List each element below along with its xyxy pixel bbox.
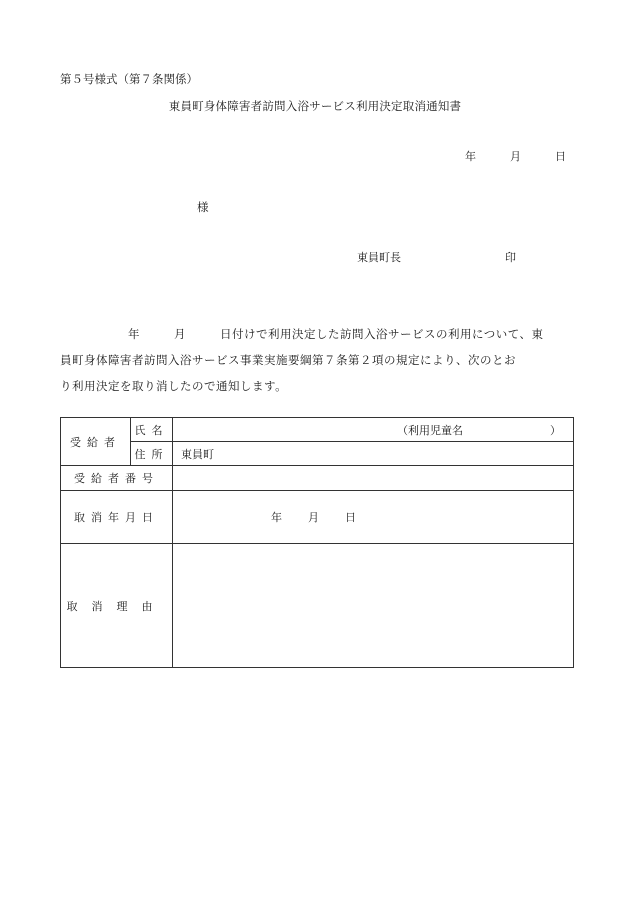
cancel-date-month: 月 <box>308 511 319 524</box>
recipient-number-label: 受給者番号 <box>61 466 173 491</box>
name-row <box>61 418 574 442</box>
cancel-date-field[interactable] <box>173 491 574 544</box>
name-note-close: ） <box>550 423 561 437</box>
name-note-open: （利用児童名 <box>397 423 463 437</box>
body-line-3: り利用決定を取り消したので通知します。 <box>60 379 288 393</box>
body-line-1 <box>60 321 573 347</box>
cancel-date-row <box>61 491 574 544</box>
form-number: 第５号様式（第７条関係） <box>60 72 198 86</box>
body-date-year: 年 <box>128 327 140 341</box>
recipient-label: 受給者 <box>61 418 131 466</box>
address-label: 住所 <box>131 442 173 466</box>
name-label: 氏名 <box>131 418 173 442</box>
body-line-2: 員町身体障害者訪問入浴サービス事業実施要綱第７条第２項の規定により、次のとお <box>60 353 516 367</box>
date-month-label: 月 <box>510 150 521 163</box>
address-row <box>61 442 574 466</box>
seal-mark: 印 <box>505 251 516 264</box>
sender-name: 東員町長 <box>357 251 401 264</box>
name-field[interactable] <box>173 418 574 442</box>
cancel-date-label: 取消年月日 <box>61 491 173 544</box>
body-date-month: 月 <box>174 327 186 341</box>
cancel-date-year: 年 <box>271 511 282 524</box>
number-row <box>61 466 574 491</box>
cancel-reason-field[interactable] <box>173 544 574 668</box>
address-field[interactable]: 東員町 <box>173 442 574 466</box>
notice-form-table <box>60 417 574 668</box>
recipient-number-field[interactable] <box>173 466 574 491</box>
reason-row <box>61 544 574 668</box>
notice-body <box>60 321 573 399</box>
name-note <box>173 422 573 438</box>
body-line-1-text: 日付けで利用決定した訪問入浴サービスの利用について、東 <box>220 327 544 341</box>
addressee-suffix: 様 <box>197 200 209 214</box>
cancel-date-day: 日 <box>345 511 356 524</box>
issue-date <box>465 148 566 164</box>
date-day-label: 日 <box>555 150 566 163</box>
date-year-label: 年 <box>465 150 476 163</box>
cancel-reason-label: 取消理由 <box>61 544 173 668</box>
document-title: 東員町身体障害者訪問入浴サービス利用決定取消通知書 <box>168 99 462 113</box>
